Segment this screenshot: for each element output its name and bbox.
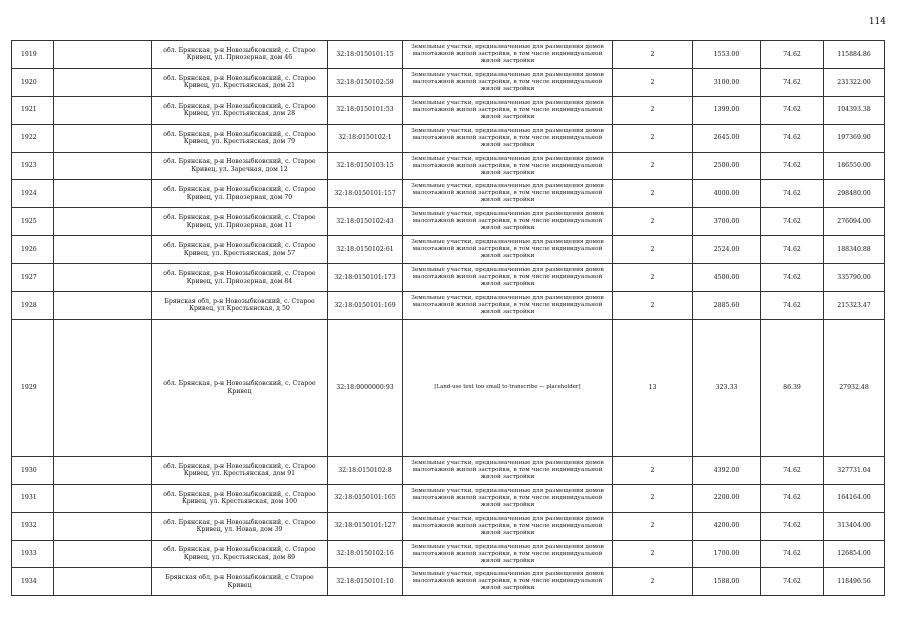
empty-cell [54, 512, 152, 540]
address-cell: обл. Брянская, р-н Новозыбковский, с. Старое Кривец, ул. Крестьянская, дом 28 [152, 96, 328, 124]
address-cell: обл. Брянская, р-н Новозыбковский, с. Старое Кривец, ул. Крестьянская, дом 100 [152, 484, 328, 512]
empty-cell [54, 292, 152, 320]
empty-cell [54, 236, 152, 264]
cadastral-value-cell: 197369.90 [824, 124, 885, 152]
cadastral-number-cell: 32:18:0150102:1 [328, 124, 403, 152]
cadastral-value-cell: 215323.47 [824, 292, 885, 320]
cadastral-value-cell: 118496.56 [824, 568, 885, 596]
table-row [12, 319, 885, 456]
rate-cell: 74.62 [761, 68, 824, 96]
table-row [12, 292, 885, 320]
empty-cell [54, 568, 152, 596]
empty-cell [54, 319, 152, 456]
empty-cell [54, 180, 152, 208]
area-cell: 2500.00 [693, 152, 761, 180]
cadastral-number-cell: 32:18:0150101:165 [328, 484, 403, 512]
cadastral-value-cell: 188340.88 [824, 236, 885, 264]
group-cell: 2 [613, 484, 693, 512]
empty-cell [54, 124, 152, 152]
table-row [12, 96, 885, 124]
address-cell: обл. Брянская, р-н Новозыбковский, с. Старое Кривец, ул. Новая, дом 39 [152, 512, 328, 540]
group-cell: 2 [613, 180, 693, 208]
cadastral-number-cell: 32:18:0150102:61 [328, 236, 403, 264]
group-cell: 2 [613, 456, 693, 484]
cadastral-value-cell: 126854.00 [824, 540, 885, 568]
table-row [12, 152, 885, 180]
address-cell: обл. Брянская, р-н Новозыбковский, с. Старое Кривец, ул. Приозерная, дом 46 [152, 41, 328, 69]
table-row [12, 540, 885, 568]
empty-cell [54, 264, 152, 292]
cadastral-value-cell: 298480.00 [824, 180, 885, 208]
address-cell: обл. Брянская, р-н Новозыбковский, с. Старое Кривец, ул. Приозерная, дом 11 [152, 208, 328, 236]
address-cell: Брянская обл, р-н Новозыбковский, с. Старое Кривец, ул Крестьянская, д 50 [152, 292, 328, 320]
address-cell: обл. Брянская, р-н Новозыбковский, с. Старое Кривец, ул. Крестьянская, дом 57 [152, 236, 328, 264]
rate-cell: 74.62 [761, 456, 824, 484]
rate-cell: 74.62 [761, 180, 824, 208]
area-cell: 4392.00 [693, 456, 761, 484]
area-cell: 1700.00 [693, 540, 761, 568]
group-cell: 2 [613, 292, 693, 320]
cadastral-value-cell: 231322.00 [824, 68, 885, 96]
cadastral-value-cell: 186550.00 [824, 152, 885, 180]
address-cell: обл. Брянская, р-н Новозыбковский, с. Старое Кривец, ул. Приозерная, дом 70 [152, 180, 328, 208]
area-cell: 4200.00 [693, 512, 761, 540]
empty-cell [54, 152, 152, 180]
group-cell: 2 [613, 540, 693, 568]
cadastral-number-cell: 32:18:0150102:8 [328, 456, 403, 484]
area-cell: 2524.00 [693, 236, 761, 264]
group-cell: 2 [613, 512, 693, 540]
group-cell: 2 [613, 568, 693, 596]
rate-cell: 74.62 [761, 41, 824, 69]
cadastral-number-cell: 32:18:0150101:53 [328, 96, 403, 124]
land-use-cell: Земельные участки, предназначенные для размещения домов малоэтажной жилой застройки, в том числе индивидуальной жилой застройки [403, 540, 613, 568]
cadastral-value-cell: 27932.48 [824, 319, 885, 456]
group-cell: 2 [613, 236, 693, 264]
table-body [12, 41, 885, 596]
cadastral-number-cell: 32:18:0150101:157 [328, 180, 403, 208]
land-use-cell: Земельные участки, предназначенные для размещения домов малоэтажной жилой застройки, в том числе индивидуальной жилой застройки [403, 41, 613, 69]
land-use-cell: Земельные участки, предназначенные для размещения домов малоэтажной жилой застройки, в том числе индивидуальной жилой застройки [403, 292, 613, 320]
address-cell: обл. Брянская, р-н Новозыбковский, с. Старое Кривец, ул. Крестьянская, дом 91 [152, 456, 328, 484]
cadastral-value-cell: 164164.00 [824, 484, 885, 512]
land-use-cell: Земельные участки, предназначенные для размещения домов малоэтажной жилой застройки, в том числе индивидуальной жилой застройки [403, 124, 613, 152]
row-index-cell: 1927 [12, 264, 54, 292]
row-index-cell: 1922 [12, 124, 54, 152]
rate-cell: 74.62 [761, 124, 824, 152]
table-row [12, 41, 885, 69]
area-cell: 1399.00 [693, 96, 761, 124]
empty-cell [54, 208, 152, 236]
table-row [12, 264, 885, 292]
rate-cell: 74.62 [761, 292, 824, 320]
group-cell: 2 [613, 96, 693, 124]
land-use-cell: Земельные участки, предназначенные для размещения домов малоэтажной жилой застройки, в том числе индивидуальной жилой застройки [403, 512, 613, 540]
rate-cell: 74.62 [761, 208, 824, 236]
row-index-cell: 1929 [12, 319, 54, 456]
group-cell: 2 [613, 208, 693, 236]
empty-cell [54, 484, 152, 512]
cadastral-number-cell: 32:18:0000000:93 [328, 319, 403, 456]
cadastral-value-cell: 115884.86 [824, 41, 885, 69]
row-index-cell: 1923 [12, 152, 54, 180]
cadastral-number-cell: 32:18:0150103:15 [328, 152, 403, 180]
group-cell: 2 [613, 41, 693, 69]
area-cell: 2645.00 [693, 124, 761, 152]
land-use-cell: Земельные участки, предназначенные для размещения домов малоэтажной жилой застройки, в том числе индивидуальной жилой застройки [403, 568, 613, 596]
rate-cell: 74.62 [761, 484, 824, 512]
empty-cell [54, 456, 152, 484]
empty-cell [54, 41, 152, 69]
address-cell: обл. Брянская, р-н Новозыбковский, с. Старое Кривец, ул. Заречная, дом 12 [152, 152, 328, 180]
empty-cell [54, 540, 152, 568]
rate-cell: 74.62 [761, 96, 824, 124]
cadastral-number-cell: 32:18:0150101:10 [328, 568, 403, 596]
row-index-cell: 1932 [12, 512, 54, 540]
row-index-cell: 1919 [12, 41, 54, 69]
group-cell: 2 [613, 124, 693, 152]
area-cell: 3700.00 [693, 208, 761, 236]
land-plots-table [11, 40, 885, 596]
group-cell: 2 [613, 264, 693, 292]
land-use-cell: Земельные участки, предназначенные для размещения домов малоэтажной жилой застройки, в том числе индивидуальной жилой застройки [403, 456, 613, 484]
cadastral-number-cell: 32:18:0150102:59 [328, 68, 403, 96]
page-number: 114 [868, 17, 886, 27]
land-use-cell: [Land-use text too small to transcribe — placeholder] [403, 319, 613, 456]
cadastral-value-cell: 327731.04 [824, 456, 885, 484]
land-use-cell: Земельные участки, предназначенные для размещения домов малоэтажной жилой застройки, в том числе индивидуальной жилой застройки [403, 484, 613, 512]
row-index-cell: 1920 [12, 68, 54, 96]
area-cell: 3100.00 [693, 68, 761, 96]
land-use-cell: Земельные участки, предназначенные для размещения домов малоэтажной жилой застройки, в том числе индивидуальной жилой застройки [403, 236, 613, 264]
rate-cell: 74.62 [761, 540, 824, 568]
area-cell: 4000.00 [693, 180, 761, 208]
cadastral-number-cell: 32:18:0150102:43 [328, 208, 403, 236]
row-index-cell: 1921 [12, 96, 54, 124]
cadastral-number-cell: 32:18:0150101:173 [328, 264, 403, 292]
table-row [12, 456, 885, 484]
group-cell: 13 [613, 319, 693, 456]
row-index-cell: 1930 [12, 456, 54, 484]
land-use-cell: Земельные участки, предназначенные для размещения домов малоэтажной жилой застройки, в том числе индивидуальной жилой застройки [403, 180, 613, 208]
address-cell: обл. Брянская, р-н Новозыбковский, с. Старое Кривец, ул. Приозерная, дом 84 [152, 264, 328, 292]
row-index-cell: 1928 [12, 292, 54, 320]
empty-cell [54, 68, 152, 96]
table-row [12, 208, 885, 236]
land-use-cell: Земельные участки, предназначенные для размещения домов малоэтажной жилой застройки, в том числе индивидуальной жилой застройки [403, 68, 613, 96]
rate-cell: 74.62 [761, 568, 824, 596]
cadastral-value-cell: 335790.00 [824, 264, 885, 292]
table-row [12, 68, 885, 96]
address-cell: обл. Брянская, р-н Новозыбковский, с. Старое Кривец, ул. Крестьянская, дом 79 [152, 124, 328, 152]
group-cell: 2 [613, 152, 693, 180]
area-cell: 2885.60 [693, 292, 761, 320]
address-cell: обл. Брянская, р-н Новозыбковский, с. Старое Кривец, ул. Крестьянская, дом 21 [152, 68, 328, 96]
row-index-cell: 1924 [12, 180, 54, 208]
area-cell: 4500.00 [693, 264, 761, 292]
cadastral-number-cell: 32:18:0150101:127 [328, 512, 403, 540]
rate-cell: 86.39 [761, 319, 824, 456]
cadastral-number-cell: 32:18:0150101:15 [328, 41, 403, 69]
empty-cell [54, 96, 152, 124]
rate-cell: 74.62 [761, 236, 824, 264]
area-cell: 1588.00 [693, 568, 761, 596]
table-row [12, 236, 885, 264]
address-cell: обл. Брянская, р-н Новозыбковский, с. Старое Кривец [152, 319, 328, 456]
table-row [12, 512, 885, 540]
rate-cell: 74.62 [761, 152, 824, 180]
row-index-cell: 1926 [12, 236, 54, 264]
area-cell: 2200.00 [693, 484, 761, 512]
cadastral-value-cell: 276094.00 [824, 208, 885, 236]
cadastral-value-cell: 104393.38 [824, 96, 885, 124]
table-row [12, 180, 885, 208]
table-row [12, 124, 885, 152]
cadastral-number-cell: 32:18:0150102:16 [328, 540, 403, 568]
rate-cell: 74.62 [761, 512, 824, 540]
row-index-cell: 1931 [12, 484, 54, 512]
area-cell: 1553.00 [693, 41, 761, 69]
table-row [12, 568, 885, 596]
area-cell: 323.33 [693, 319, 761, 456]
rate-cell: 74.62 [761, 264, 824, 292]
address-cell: обл. Брянская, р-н Новозыбковский, с. Старое Кривец, ул. Крестьянская, дом 89 [152, 540, 328, 568]
row-index-cell: 1934 [12, 568, 54, 596]
table-row [12, 484, 885, 512]
row-index-cell: 1925 [12, 208, 54, 236]
address-cell: Брянская обл, р-н Новозыбковский, с Старое Кривец [152, 568, 328, 596]
cadastral-number-cell: 32:18:0150101:169 [328, 292, 403, 320]
land-use-cell: Земельные участки, предназначенные для размещения домов малоэтажной жилой застройки, в том числе индивидуальной жилой застройки [403, 264, 613, 292]
land-use-cell: Земельные участки, предназначенные для размещения домов малоэтажной жилой застройки, в том числе индивидуальной жилой застройки [403, 96, 613, 124]
land-use-cell: Земельные участки, предназначенные для размещения домов малоэтажной жилой застройки, в том числе индивидуальной жилой застройки [403, 208, 613, 236]
row-index-cell: 1933 [12, 540, 54, 568]
group-cell: 2 [613, 68, 693, 96]
cadastral-value-cell: 313404.00 [824, 512, 885, 540]
land-use-cell: Земельные участки, предназначенные для размещения домов малоэтажной жилой застройки, в том числе индивидуальной жилой застройки [403, 152, 613, 180]
